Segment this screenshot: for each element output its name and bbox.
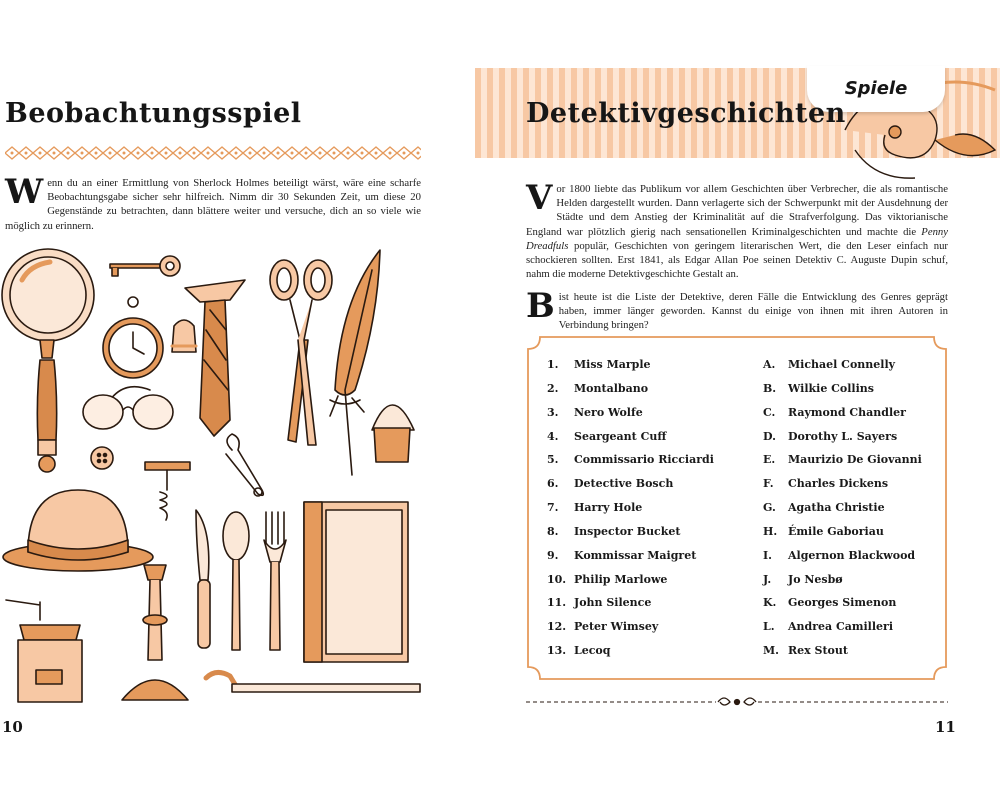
- author-item: L. Andrea Camilleri: [763, 620, 894, 634]
- knife-icon: [196, 510, 210, 648]
- ornamental-divider: [5, 145, 421, 161]
- question-text: ist heute ist die Liste der Detektive, deren Fälle die Entwicklung des Genres geprägt haben, immer länger geworden. Kannst du einige von ihnen mit ihren Autoren in Verbindung bringen?: [558, 291, 948, 332]
- page-title-detektivgeschichten: Detektivgeschichten: [526, 98, 846, 129]
- author-item: K. Georges Simenon: [763, 596, 897, 610]
- divider-ornament-icon: [718, 698, 756, 705]
- author-item: J. Jo Nesbø: [763, 572, 843, 586]
- detective-item: 9. Kommissar Maigret: [547, 548, 697, 562]
- key-icon: [110, 256, 180, 276]
- author-item: A. Michael Connelly: [763, 358, 896, 371]
- author-item: D. Dorothy L. Sayers: [763, 429, 898, 443]
- pocket-watch-icon: [103, 297, 163, 378]
- detective-item: 13. Lecoq: [547, 644, 611, 658]
- detective-item: 12. Peter Wimsey: [547, 620, 659, 634]
- intro-italic: Penny Dreadfuls: [526, 225, 948, 252]
- intro-text-before: or 1800 liebte das Publikum vor allem Geschichten über Verbrecher, die als romantische Helden dargestellt wurden. Dann verlagerte sich der Schwerpunkt mit der Ausdehnung der Städte und dem Anstieg der Kriminalität auf die Strafverfolgung. Das viktorianische England war plötzlich gierig nach sensationellen Kriminalgeschichten und machte die: [526, 183, 948, 238]
- pince-nez-icon: [83, 387, 173, 429]
- walking-cane-icon: [206, 672, 420, 692]
- scissors-icon: [270, 260, 332, 445]
- author-item: G. Agatha Christie: [763, 501, 885, 515]
- author-item: B. Wilkie Collins: [763, 381, 874, 395]
- detective-item: 3. Nero Wolfe: [547, 405, 643, 419]
- detective-item: 10. Philip Marlowe: [547, 572, 668, 586]
- author-item: I. Algernon Blackwood: [763, 548, 916, 562]
- dropcap: V: [526, 178, 553, 218]
- magnifying-glass-icon: [2, 249, 94, 472]
- dashed-divider: [526, 690, 948, 710]
- dropcap: B: [526, 286, 555, 326]
- detective-item: 2. Montalbano: [547, 381, 649, 395]
- book-icon: [304, 502, 408, 662]
- candlestick-icon: [122, 565, 188, 700]
- authors-column: [763, 358, 922, 668]
- matching-quiz: [526, 335, 948, 681]
- dropcap: W: [5, 172, 44, 212]
- author-item: C. Raymond Chandler: [763, 405, 906, 419]
- detectives-column: [547, 358, 714, 668]
- author-item: M. Rex Stout: [763, 644, 848, 658]
- spoon-icon: [223, 512, 249, 650]
- fork-icon: [264, 512, 286, 650]
- thimble-icon: [172, 320, 196, 352]
- button-icon: [91, 447, 113, 469]
- author-item: E. Maurizio De Giovanni: [763, 453, 922, 467]
- page-number: 10: [2, 718, 23, 736]
- detective-item: 5. Commissario Ricciardi: [547, 453, 714, 467]
- corkscrew-icon: [145, 462, 190, 520]
- intro-text-after: populär, Geschichten von geringem literarischen Wert, die den Leser einfach nur schockieren sollten. Erst 1841, als Edgar Allan Poe seinen Detektiv C. Auguste Dupin schuf, nahm die moderne Detektivgeschichte Gestalt an.: [526, 239, 948, 281]
- intro-paragraph: [5, 172, 421, 233]
- left-page: [0, 0, 470, 800]
- detective-item: 4. Seargeant Cuff: [547, 429, 667, 443]
- page-number: 11: [935, 718, 956, 736]
- author-item: H. Émile Gaboriau: [763, 524, 884, 538]
- intro-text: enn du an einer Ermittlung von Sherlock Holmes beteiligt wärst, wäre eine scharfe Beobachtungsgabe sicher sehr hilfreich. Nimm dir 30 Sekunden Zeit, um diese 20 Gegenstände zu betrachten, dann blättere weiter und versuche, dich an so viele wie möglich zu erinnern.: [5, 177, 421, 232]
- quill-pen-icon: [330, 250, 380, 475]
- detective-item: 6. Detective Bosch: [547, 477, 674, 491]
- observation-objects: [0, 240, 470, 710]
- safety-pin-icon: [226, 434, 263, 496]
- detective-item: 11. John Silence: [547, 596, 652, 610]
- shaving-brush-icon: [372, 405, 414, 462]
- right-page: [475, 0, 1000, 800]
- intro-paragraph: [526, 178, 948, 281]
- detective-item: 1. Miss Marple: [547, 358, 651, 371]
- detective-item: 7. Harry Hole: [547, 501, 643, 515]
- section-tag-label: Spiele: [844, 78, 908, 99]
- page-title-beobachtungsspiel: Beobachtungsspiel: [5, 98, 302, 129]
- question-paragraph: [526, 286, 948, 333]
- author-item: F. Charles Dickens: [763, 477, 889, 491]
- bowler-hat-icon: [3, 490, 153, 571]
- tie-icon: [185, 280, 245, 436]
- detective-item: 8. Inspector Bucket: [547, 524, 681, 538]
- coffee-grinder-icon: [6, 600, 82, 702]
